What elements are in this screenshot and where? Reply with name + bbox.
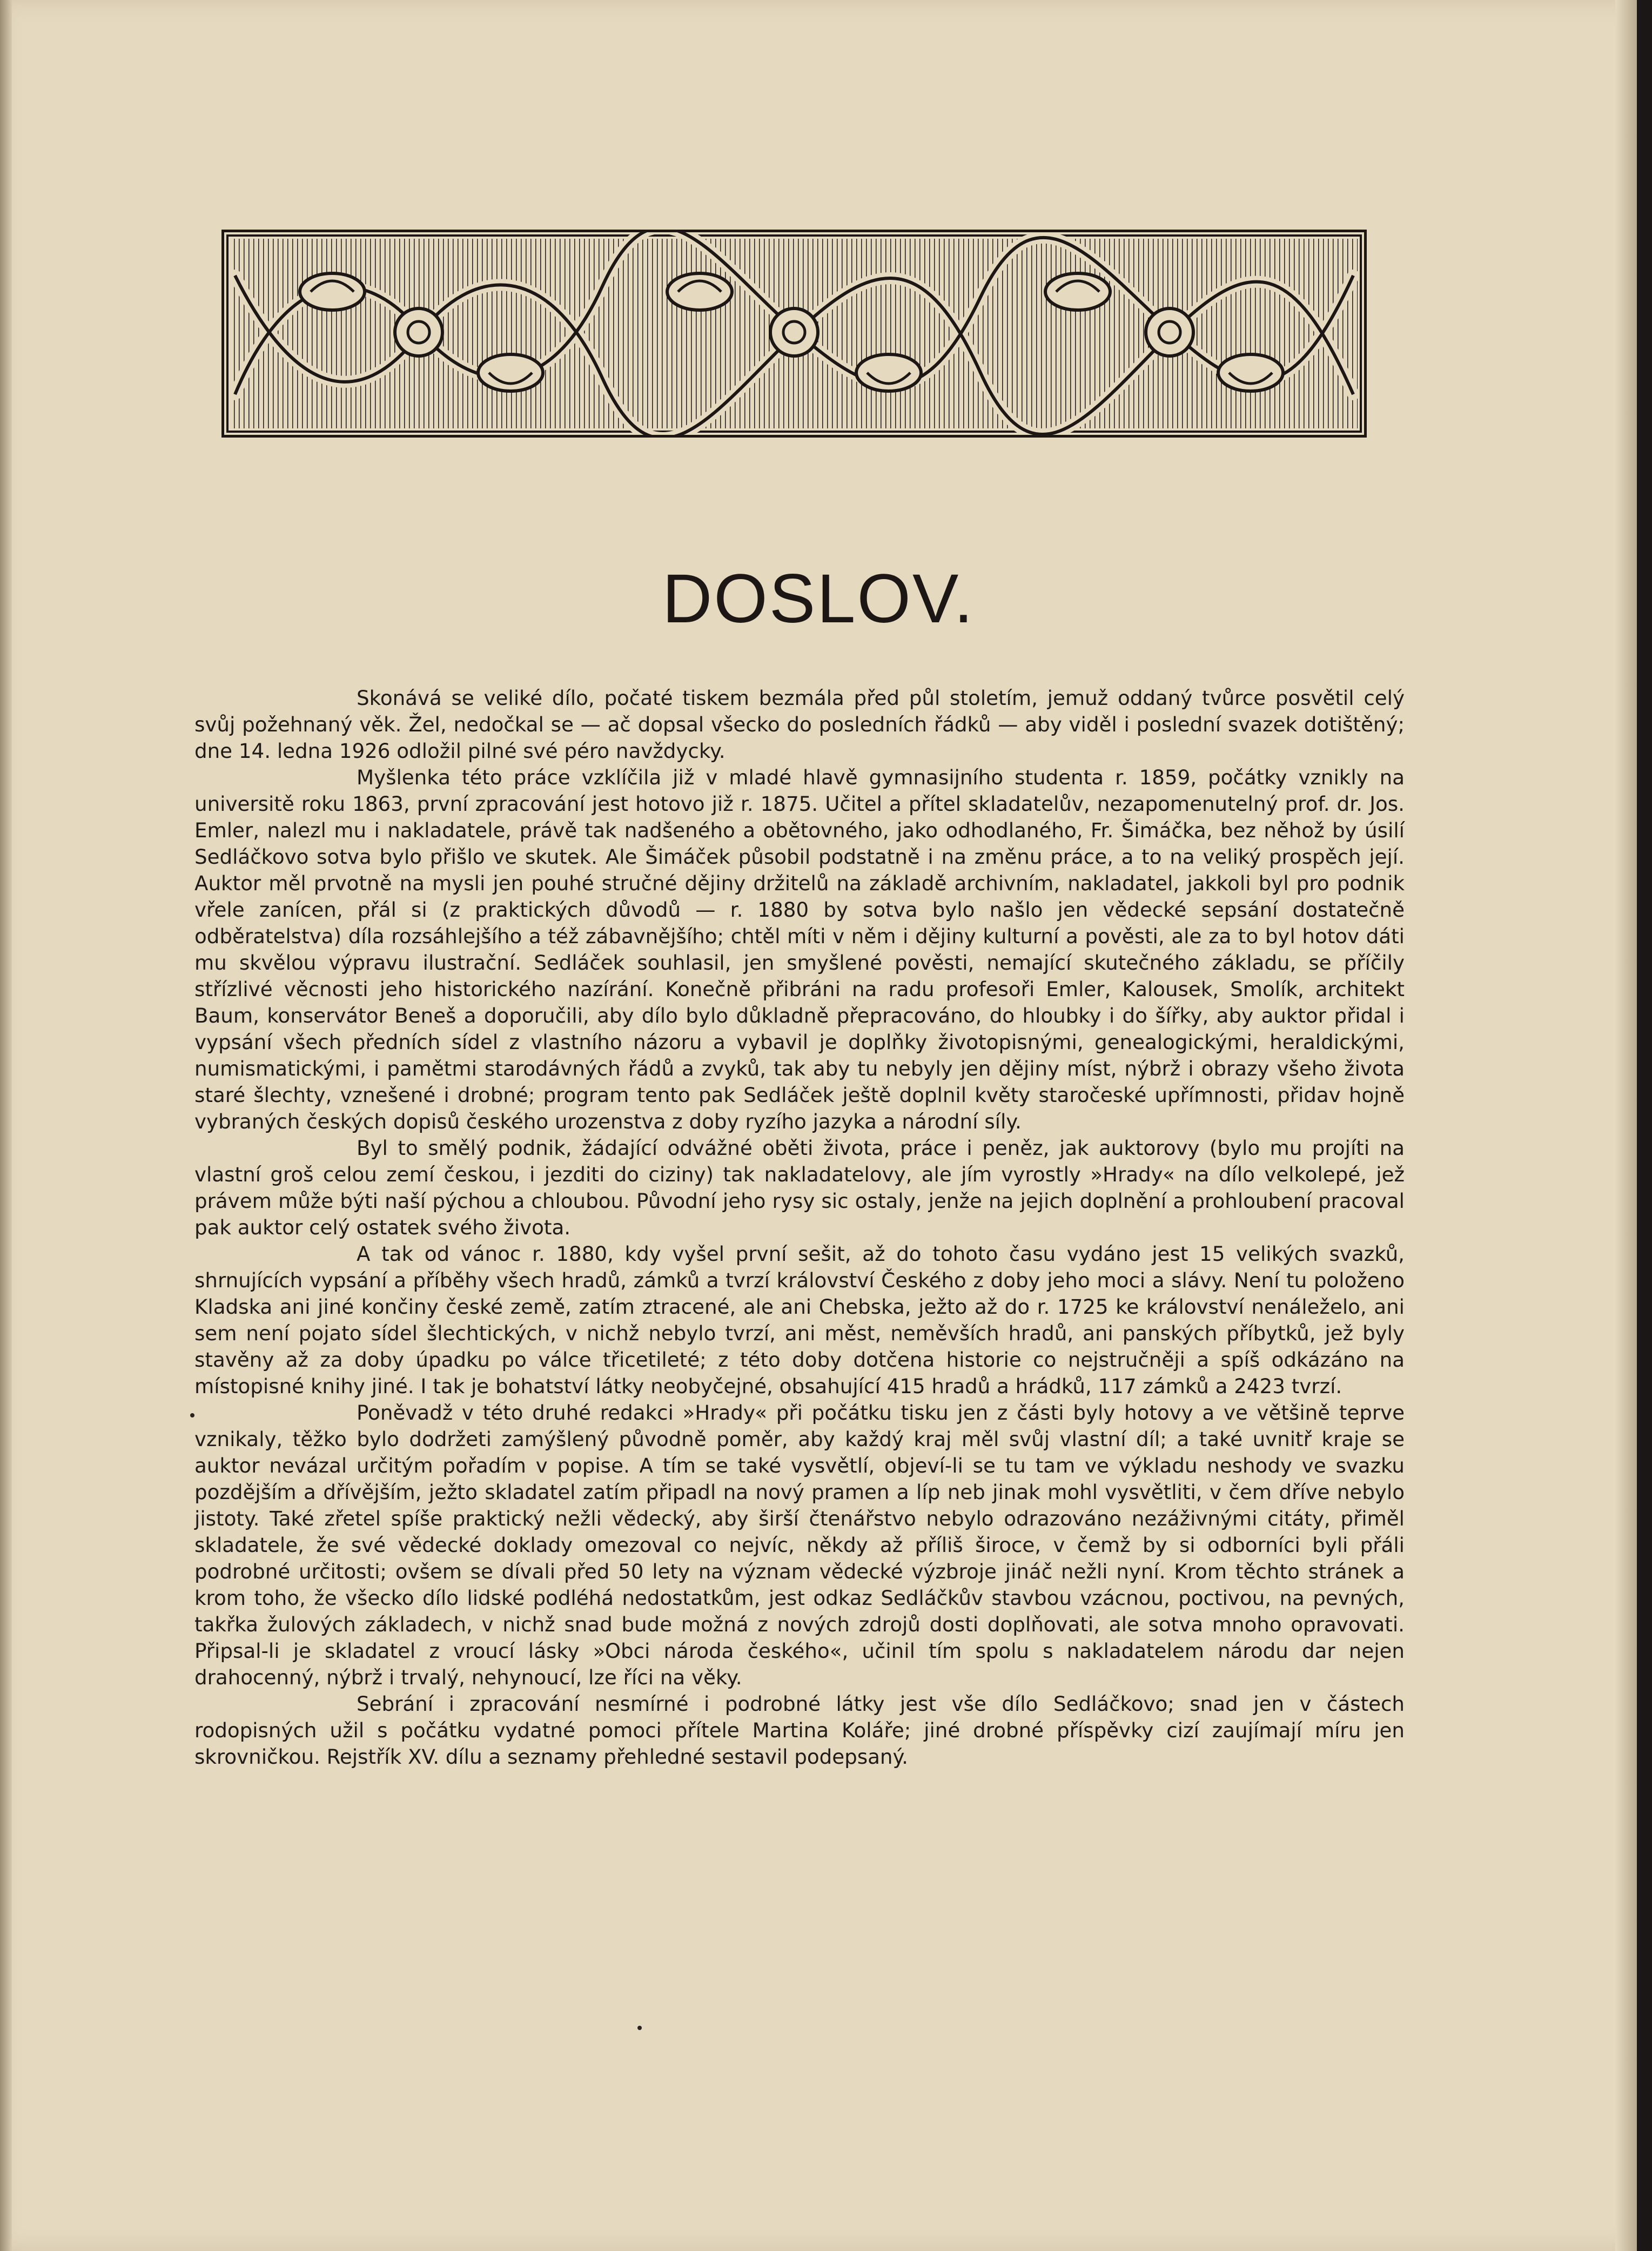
ornamental-interlace-icon bbox=[224, 232, 1364, 435]
paragraph: Skonává se veliké dílo, počaté tiskem bezmála před půl stoletím, jemuž oddaný tvůrce posvětil celý svůj požehnaný věk. Žel, nedočkal se — ač dopsal všecko do posledních řádků — aby viděl i poslední svazek dotištěný; dne 14. ledna 1926 odložil pilné své péro navždycky. bbox=[194, 686, 1405, 763]
ink-speck bbox=[637, 2026, 642, 2030]
ornamental-headpiece bbox=[221, 230, 1367, 438]
page-binding-edge bbox=[0, 0, 12, 2251]
paragraph: Poněvadž v této druhé redakci »Hrady« při počátku tisku jen z části byly hotovy a ve většině teprve vznikaly, těžko bylo dodržeti zamýšlený původně poměr, aby každý kraj měl svůj vlastní díl; a také uvnitř kraje se auktor nevázal určitým pořadím v popise. A tím se také vysvětlí, objeví-li se tu tam ve výkladu neshody ve svazku pozdějším a dřívějším, ježto skladatel zatím připadl na nový pramen a líp neb jinak mohl vysvětliti, v čem dříve nebylo jistoty. Také zřetel spíše praktický nežli vědecký, aby širší čtenářstvo nebylo odrazováno nezáživnými citáty, přiměl skladatele, že své vědecké doklady omezoval co nejvíc, někdy až příliš široce, v čemž by si odborníci byli přáli podrobné určitosti; ovšem se dívali před 50 lety na význam vědecké výzbroje jináč nežli nyní. Krom těchto stránek a krom toho, že všecko dílo lidské podléhá nedostatkům, jest odkaz Sedláčkův stavbou vzácnou, poctivou, na pevných, takřka žulových základech, v nichž snad bude možná z nových zdrojů dosti doplňovati, ale sotva mnoho opravovati. Připsal-li je skladatel z vroucí lásky »Obci národa českého«, učinil tím spolu s nakladatelem národu dar nejen drahocenný, nýbrž i trvalý, nehynoucí, lze říci na věky. bbox=[194, 1401, 1405, 1689]
paragraph: A tak od vánoc r. 1880, kdy vyšel první sešit, až do tohoto času vydáno jest 15 velikých svazků, shrnujících vypsání a příběhy všech hradů, zámků a tvrzí království Českého z doby jeho moci a slávy. Není tu položeno Kladska ani jiné končiny české země, zatím ztracené, ale ani Chebska, ježto až do r. 1725 ke království nenáleželo, ani sem není pojato sídel šlechtických, v nichž nebylo tvrzí, ani měst, neměvších hradů, ani panských příbytků, jež byly stavěny až za doby úpadku po válce třicetileté; z této doby dotčena historie co nejstručněji a spíš odkázáno na místopisné knihy jiné. I tak je bohatství látky neobyčejné, obsahující 415 hradů a hrádků, 117 zámků a 2423 tvrzí. bbox=[194, 1242, 1405, 1398]
ink-speck bbox=[190, 1413, 194, 1417]
paragraph: Byl to smělý podnik, žádající odvážné oběti života, práce i peněz, jak auktorovy (bylo mu projíti na vlastní groš celou zemí českou, i jezditi do ciziny) tak nakladatelovy, ale jím vyrostly »Hrady« na dílo velkolepé, jež právem může býti naší pýchou a chloubou. Původní jeho rysy sic ostaly, jenže na jejich doplnění a prohloubení pracoval pak auktor celý ostatek svého života. bbox=[194, 1136, 1405, 1239]
paragraph: Myšlenka této práce vzklíčila již v mladé hlavě gymnasijního studenta r. 1859, počátky vznikly na universitě roku 1863, první zpracování jest hotovo již r. 1875. Učitel a přítel skladatelův, nezapomenutelný prof. dr. Jos. Emler, nalezl mu i nakladatele, právě tak nadšeného a obětovného, jako odhodlaného, Fr. Šimáčka, bez něhož by úsilí Sedláčkovo sotva bylo přišlo ve skutek. Ale Šimáček působil podstatně i na změnu práce, a to na veliký prospěch její. Auktor měl prvotně na mysli jen pouhé stručné dějiny držitelů na základě archivním, nakladatel, jakkoli byl pro podnik vřele zanícen, přál si (z praktických důvodů — r. 1880 by sotva bylo našlo jen vědecké sepsání dostatečně odběratelstva) díla rozsáhlejšího a též zábavnějšího; chtěl míti v něm i dějiny kulturní a pověsti, ale za to byl hotov dáti mu skvělou výpravu ilustrační. Sedláček souhlasil, jen smyšlené pověsti, nemající skutečného základu, se příčily střízlivé věcnosti jeho historického nazírání. Konečně přibráni na radu profesoři Emler, Kalousek, Smolík, architekt Baum, konservátor Beneš a doporučili, aby dílo bylo důkladně přepracováno, do hloubky i do šířky, aby auktor přidal i vypsání všech předních sídel z vlastního názoru a vybavil je doplňky životopisnými, genealogickými, heraldickými, numismatickými, i pamětmi starodávných řádů a zvyků, tak aby tu nebyly jen dějiny míst, nýbrž i obrazy všeho života staré šlechty, vznešené i drobné; program tento pak Sedláček ještě doplnil květy staročeské upřímnosti, přidav hojně vybraných českých dopisů českého urozenstva z doby ryzího jazyka a národní síly. bbox=[194, 765, 1405, 1133]
page-title: DOSLOV. bbox=[662, 560, 975, 637]
page-outer-edge bbox=[1615, 0, 1637, 2251]
afterword-text bbox=[194, 685, 1405, 1770]
paragraph: Sebrání i zpracování nesmírné i podrobné látky jest vše dílo Sedláčkovo; snad jen v částech rodopisných užil s počátku vydatné pomoci přítele Martina Koláře; jiné drobné příspěvky cizí zaujímají míru jen skrovničkou. Rejstřík XV. dílu a seznamy přehledné sestavil podepsaný. bbox=[194, 1692, 1405, 1769]
